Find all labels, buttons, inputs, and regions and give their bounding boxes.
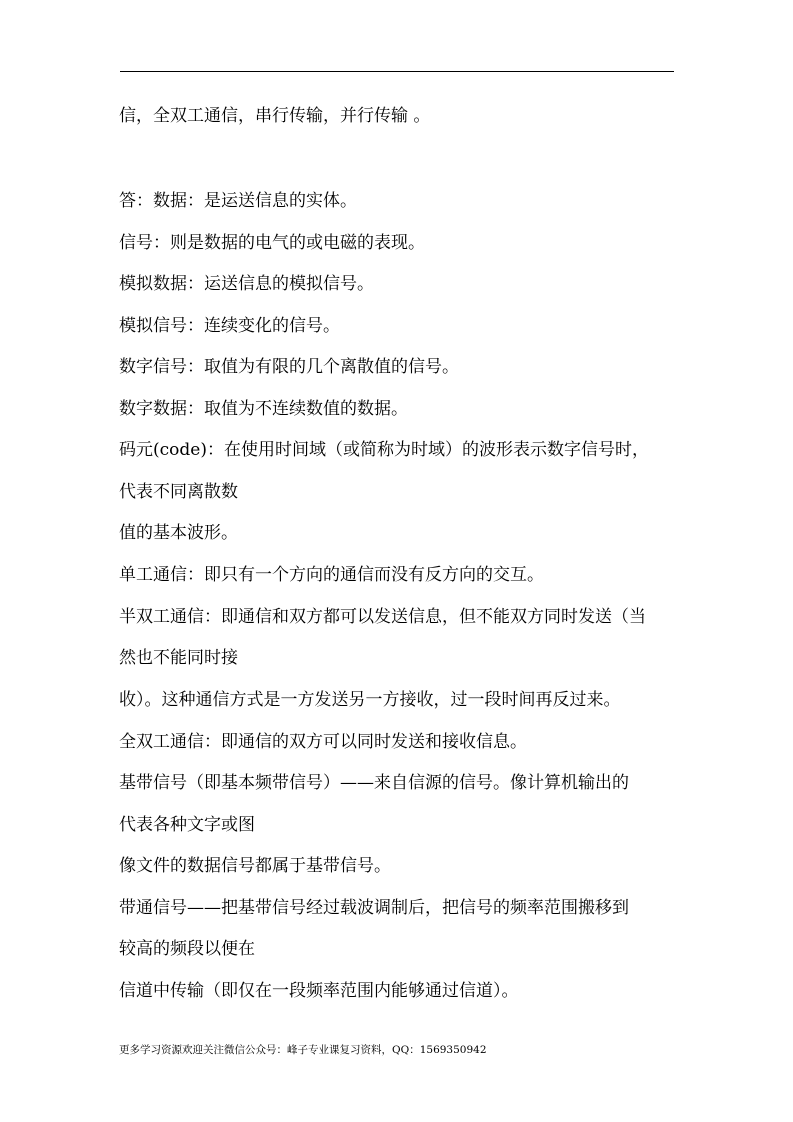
text-line: 带通信号——把基带信号经过载波调制后，把信号的频率范围搬移到	[119, 898, 629, 918]
text-line: 模拟数据：运送信息的模拟信号。	[119, 274, 374, 294]
text-line: 基带信号（即基本频带信号）——来自信源的信号。像计算机输出的	[119, 773, 629, 793]
text-line: 值的基本波形。	[119, 523, 238, 543]
text-line: 较高的频段以便在	[119, 939, 255, 959]
text-line: 像文件的数据信号都属于基带信号。	[119, 856, 391, 876]
text-line: 全双工通信：即通信的双方可以同时发送和接收信息。	[119, 732, 527, 752]
header-rule	[120, 71, 674, 72]
text-line: 答：数据：是运送信息的实体。	[119, 191, 357, 211]
text-line: 然也不能同时接	[119, 648, 238, 668]
text-line: 收）。这种通信方式是一方发送另一方接收，过一段时间再反过来。	[119, 690, 621, 710]
page-footer: 更多学习资源欢迎关注微信公众号：峰子专业课复习资料，QQ：1569350942	[119, 1044, 487, 1056]
text-line: 代表不同离散数	[119, 482, 238, 502]
text-line: 数字数据：取值为不连续数值的数据。	[119, 399, 408, 419]
text-line: 信道中传输（即仅在一段频率范围内能够通过信道）。	[119, 981, 519, 1001]
text-line: 单工通信：即只有一个方向的通信而没有反方向的交互。	[119, 565, 544, 585]
text-line: 信号：则是数据的电气的或电磁的表现。	[119, 233, 425, 253]
text-line: 信，全双工通信，串行传输，并行传输 。	[119, 106, 431, 126]
text-line: 代表各种文字或图	[119, 815, 255, 835]
text-line: 数字信号：取值为有限的几个离散值的信号。	[119, 357, 459, 377]
text-line: 半双工通信：即通信和双方都可以发送信息，但不能双方同时发送（当	[119, 607, 646, 627]
text-line: 码元(code)：在使用时间域（或简称为时域）的波形表示数字信号时，	[119, 440, 649, 460]
text-line: 模拟信号：连续变化的信号。	[119, 316, 340, 336]
